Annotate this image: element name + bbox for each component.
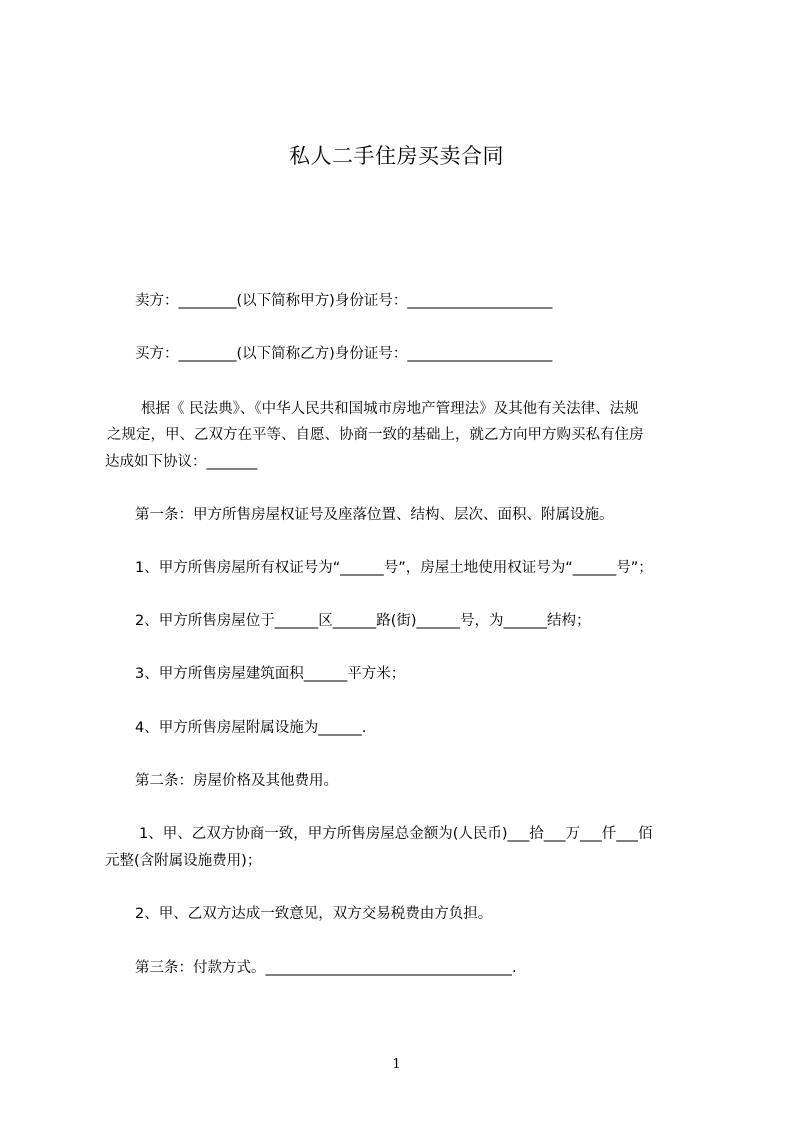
seller-line: 卖方：________(以下简称甲方)身份证号：____________________ <box>135 293 553 309</box>
article-1-item-3: 3、甲方所售房屋建筑面积______平方米； <box>135 666 406 682</box>
buyer-line: 买方：________(以下简称乙方)身份证号：____________________ <box>135 346 553 362</box>
preamble-line-1: 根据《 民法典》、《中华人民共和国城市房地产管理法》及其他有关法律、法规 <box>141 401 639 417</box>
article-2-item-2: 2、甲、乙双方达成一致意见，双方交易税费由方负担。 <box>135 906 493 922</box>
document-title: 私人二手住房买卖合同 <box>289 144 504 168</box>
article-1-item-2: 2、甲方所售房屋位于______区______路(街)______号，为______结构； <box>135 613 591 629</box>
article-2-heading: 第二条：房屋价格及其他费用。 <box>135 773 338 789</box>
article-1-item-1: 1、甲方所售房屋所有权证号为“______号”，房屋土地使用权证号为“______号”； <box>135 560 653 576</box>
page-number: 1 <box>392 1057 401 1072</box>
article-3-heading: 第三条：付款方式。__________________________________. <box>135 960 517 976</box>
article-2-item-1-line-1: 1、甲、乙双方协商一致，甲方所售房屋总金额为(人民币)___拾___万___仟___佰 <box>139 826 653 842</box>
article-1-item-4: 4、甲方所售房屋附属设施为______. <box>135 720 367 736</box>
preamble-line-3: 达成如下协议：_______ <box>105 454 258 470</box>
article-1-heading: 第一条：甲方所售房屋权证号及座落位置、结构、层次、面积、附属设施。 <box>135 507 614 523</box>
preamble-line-2: 之规定，甲、乙双方在平等、自愿、协商一致的基础上，就乙方向甲方购买私有住房 <box>107 427 644 443</box>
article-2-item-1-line-2: 元整(含附属设施费用)； <box>105 853 262 869</box>
